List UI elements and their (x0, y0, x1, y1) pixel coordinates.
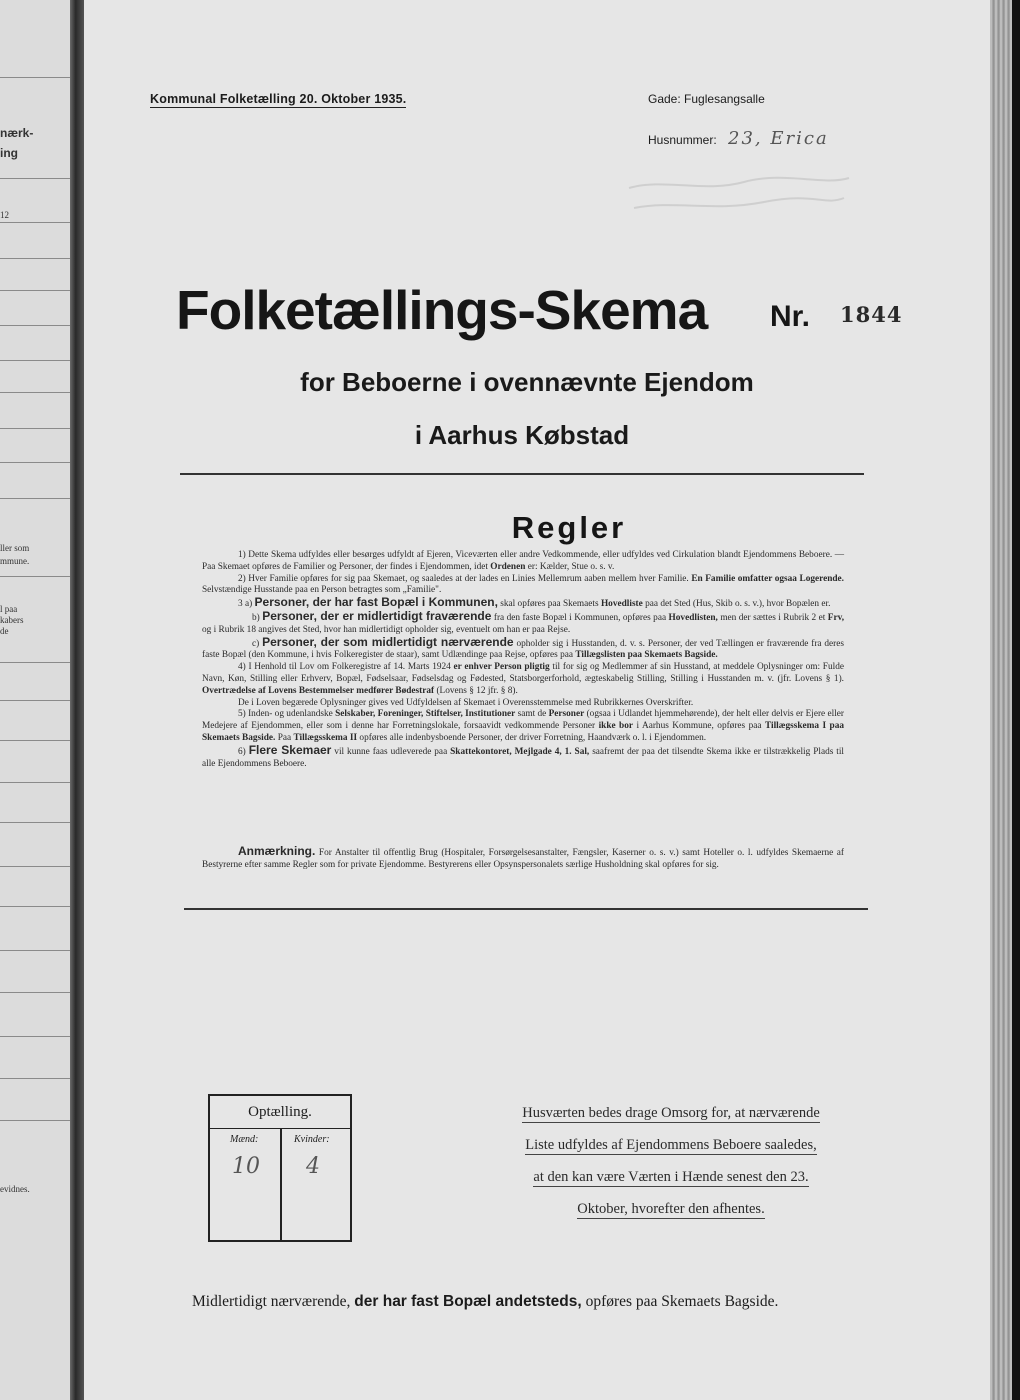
rule-text: skal opføres paa Skemaets (500, 599, 599, 610)
left-page-rule (0, 392, 70, 393)
tally-men-value: 10 (232, 1154, 260, 1179)
divider-bottom (184, 908, 868, 910)
page-stack-edge (990, 0, 1020, 1400)
remark-heading: Anmærkning. (238, 844, 316, 858)
rule-text: Paa (277, 732, 292, 743)
instruction-line: at den kan være Værten i Hænde senest den 23. (533, 1169, 809, 1185)
left-page-rule (0, 325, 70, 326)
rule-text: i Aarhus Kommune, opføres paa (636, 721, 762, 732)
book-gutter (70, 0, 84, 1400)
left-page-rule (0, 950, 70, 951)
rule-bold: Personer (548, 709, 585, 720)
left-page-rule (0, 290, 70, 291)
rule-text: (Lovens § 12 jfr. § 8). (436, 685, 518, 696)
instruction-line: Oktober, hvorefter den afhentes. (577, 1201, 765, 1217)
divider-top (180, 473, 864, 475)
rule-5 (202, 709, 844, 744)
remark-paragraph (202, 846, 844, 872)
rule-bold: Hovedliste (600, 599, 643, 610)
rule-bold: En Familie omfatter ogsaa Logerende. (691, 573, 844, 584)
rule-bold: Skattekontoret, Mejlgade 4, 1. Sal, (450, 746, 590, 757)
form-subtitle-residents (84, 367, 990, 398)
form-title: Folketællings-Skema (176, 279, 708, 341)
left-page-rule (0, 178, 70, 179)
house-number-label: Husnummer: (648, 133, 717, 147)
rule-text: til for sig og Medlemmer af sin Husstand, at meddele Oplysninger om: Fulde Navn, Køn, Stilling eller Erhverv, Bopæl, Fødselsaar, Fødselsdag og Fødested, Statsborgerforhold, ægteskabelig Stilling, Stilling i Husstanden m. v. (jfr. Lovens § 1). (202, 662, 844, 684)
left-page-rule (0, 222, 70, 223)
tally-title: Optælling. (210, 1096, 350, 1129)
footer-note (192, 1293, 778, 1311)
rule-text: (ogsaa i Udlandet hjemmehørende), der helt eller delvis er Ejere eller Medejere af Ejendommen, eller som i denne har Forretningslokale, forsaavidt vedkommende Personer (202, 709, 845, 732)
tally-women-value: 4 (306, 1154, 320, 1179)
left-page-rule (0, 462, 70, 463)
house-number-value: 23, Erica (728, 128, 829, 149)
footer-text: opføres paa Skemaets Bagside. (585, 1293, 779, 1310)
rule-text: 1) Dette Skema udfyldes eller besørges udfyldt af Ejeren, Viceværten eller andre Vedkommende, eller udfyldes ved Cirkulation blandt Ejendommens Beboere. — Paa Skemaet opføres de Familier og Personer, der findes i Ejendommen, idet (202, 550, 844, 572)
landlord-instruction (496, 1097, 846, 1225)
left-page-rule (0, 822, 70, 823)
rule-text: 2) Hver Familie opføres for sig paa Skemaet, og saaledes at der lades en Linies Mellemrum aaben mellem hver Familie. (238, 573, 689, 584)
rule-bold: Selskaber, Foreninger, Stiftelser, Institutioner (335, 709, 516, 720)
left-page-rule (0, 498, 70, 499)
rule-text: fra den faste Bopæl i Kommunen, opføres paa (493, 612, 667, 623)
rule-bold: Frv, (827, 612, 845, 623)
rule-text: De i Loven begærede Oplysninger gives ved Udfyldelsen af Skemaet i Overensstemmelse med Rubrikkernes Overskrifter. (238, 697, 694, 708)
rule-bold: Overtrædelse af Lovens Bestemmelser medfører Bødestraf (202, 685, 435, 696)
rule-bold: Tillægsskema II (293, 732, 358, 743)
rule-text: opføres alle indenbysboende Personer, der driver Forretning, Haandværk o. l. i Ejendommen. (359, 732, 707, 743)
faint-bleed-through-writing (624, 168, 854, 228)
rule-text: 4) I Henhold til Lov om Folkeregistre af 14. Marts 1924 (238, 662, 451, 673)
left-page-fragment: ller som (0, 543, 30, 553)
left-page-rule (0, 1078, 70, 1079)
rule-text: 5) Inden- og udenlandske (238, 709, 333, 720)
left-page-fragment: kabers (0, 615, 24, 625)
left-page-rule (0, 428, 70, 429)
rule-number: 6) (238, 746, 246, 757)
instruction-line: Husværten bedes drage Omsorg for, at nærværende (522, 1105, 820, 1121)
rule-heading: Personer, der har fast Bopæl i Kommunen, (254, 595, 498, 610)
left-page-rule (0, 1120, 70, 1121)
rule-4 (202, 662, 844, 697)
left-page-rule (0, 782, 70, 783)
rule-heading: Personer, der er midlertidigt fraværende (262, 608, 492, 623)
street-line (648, 92, 765, 106)
tally-divider (280, 1128, 282, 1240)
left-page-rule (0, 662, 70, 663)
rule-text: og i Rubrik 18 angives det Sted, hvor han midlertidigt opholder sig, eventuelt om han er paa Rejse. (202, 624, 571, 635)
rule-bold: er enhver Person pligtig (453, 662, 550, 673)
rule-text: paa det Sted (Hus, Skib o. s. v.), hvor Bopælen er. (645, 599, 831, 610)
rule-text: vil kunne faas udleverede paa (334, 746, 448, 757)
left-page-rule (0, 866, 70, 867)
house-number-line (648, 128, 829, 149)
rule-1 (202, 550, 844, 574)
tally-box (208, 1094, 352, 1242)
footer-text: Midlertidigt nærværende, (192, 1293, 351, 1310)
previous-page-edge (0, 0, 70, 1400)
rule-text: samt de (517, 709, 547, 720)
tally-men-label: Mænd: (230, 1134, 259, 1145)
left-page-rule (0, 77, 70, 78)
rule-text: er: Kælder, Stue o. s. v. (527, 561, 615, 572)
form-number-label: Nr. (770, 300, 811, 333)
rule-bold: Hovedlisten, (668, 612, 718, 623)
rules-heading (84, 510, 990, 546)
instruction-line: Liste udfyldes af Ejendommens Beboere saaledes, (525, 1137, 817, 1153)
rule-heading: Personer, der som midlertidigt nærværende (262, 634, 514, 649)
remark-note (202, 846, 844, 872)
footer-bold: der har fast Bopæl andetsteds, (354, 1293, 582, 1310)
left-page-fragment: ing (0, 146, 18, 160)
street-value: Fuglesangsalle (684, 92, 765, 106)
rule-number: b) (252, 612, 260, 623)
subtitle-city-text: i Aarhus Købstad (414, 420, 630, 450)
rule-bold: ikke bor (598, 721, 634, 732)
form-number-value: 1844 (840, 302, 903, 327)
background-shadow (1012, 0, 1020, 1400)
left-page-fragment: evidnes. (0, 1184, 30, 1194)
left-page-fragment: de (0, 626, 9, 636)
rule-6 (202, 742, 845, 771)
rule-text: saafremt der paa det tilsendte Skema ikke er tilstrækkelig Plads til alle Ejendommens Beboere. (202, 746, 845, 769)
rule-bold: Tillægslisten paa Skemaets Bagside. (575, 650, 718, 661)
left-page-rule (0, 1036, 70, 1037)
rule-4-continued (202, 698, 844, 710)
census-form-page (84, 0, 990, 1400)
left-page-rule (0, 700, 70, 701)
rule-heading: Flere Skemaer (248, 742, 332, 757)
form-subtitle-city (84, 420, 990, 451)
rule-number: 3 a) (238, 599, 253, 610)
left-page-rule (0, 906, 70, 907)
street-label: Gade: (648, 92, 681, 106)
left-page-rule (0, 740, 70, 741)
left-page-fragment: 12 (0, 210, 9, 220)
rule-bold: Tillægsskema I paa Skemaets Bagside. (202, 721, 845, 743)
rule-3b (202, 608, 845, 637)
left-page-rule (0, 360, 70, 361)
census-header: Kommunal Folketælling 20. Oktober 1935. (150, 92, 407, 106)
rule-number: c) (252, 638, 260, 649)
left-page-fragment: nærk- (0, 126, 34, 140)
remark-text: For Anstalter til offentlig Brug (Hospitaler, Forsørgelsesanstalter, Fængsler, Kaserner o. s. v.) samt Hoteller o. l. udfyldes Skemaerne af Bestyrerne efter samme Regler som for private Ejendomme. Bestyrerens eller Opsynspersonalets særlige Husholdning skal opføres for sig. (202, 848, 844, 870)
rule-3c (202, 634, 845, 663)
rules-heading-text: Regler (511, 510, 627, 545)
left-page-rule (0, 258, 70, 259)
left-page-fragment: mmune. (0, 556, 30, 566)
left-page-fragment: l paa (0, 604, 18, 614)
rule-text: men der sættes i Rubrik 2 et (720, 612, 826, 623)
left-page-rule (0, 992, 70, 993)
rules-text (202, 550, 844, 770)
rule-bold: Ordenen (490, 561, 526, 572)
rule-text: Selvstændige Husstande paa en Person betragtes som „Familie". (202, 585, 442, 596)
tally-women-label: Kvinder: (294, 1134, 330, 1145)
subtitle-residents-text: for Beboerne i ovennævnte Ejendom (300, 367, 754, 397)
left-page-rule (0, 576, 70, 577)
rule-text: opholder sig i Husstanden, d. v. s. Personer, der ved Tællingen er fraværende fra deres faste Bopæl (den Kommune, i hvis Folkeregister de staar), samt Udlændinge paa Rejse, opføres paa (202, 638, 845, 661)
rule-2 (202, 574, 844, 598)
